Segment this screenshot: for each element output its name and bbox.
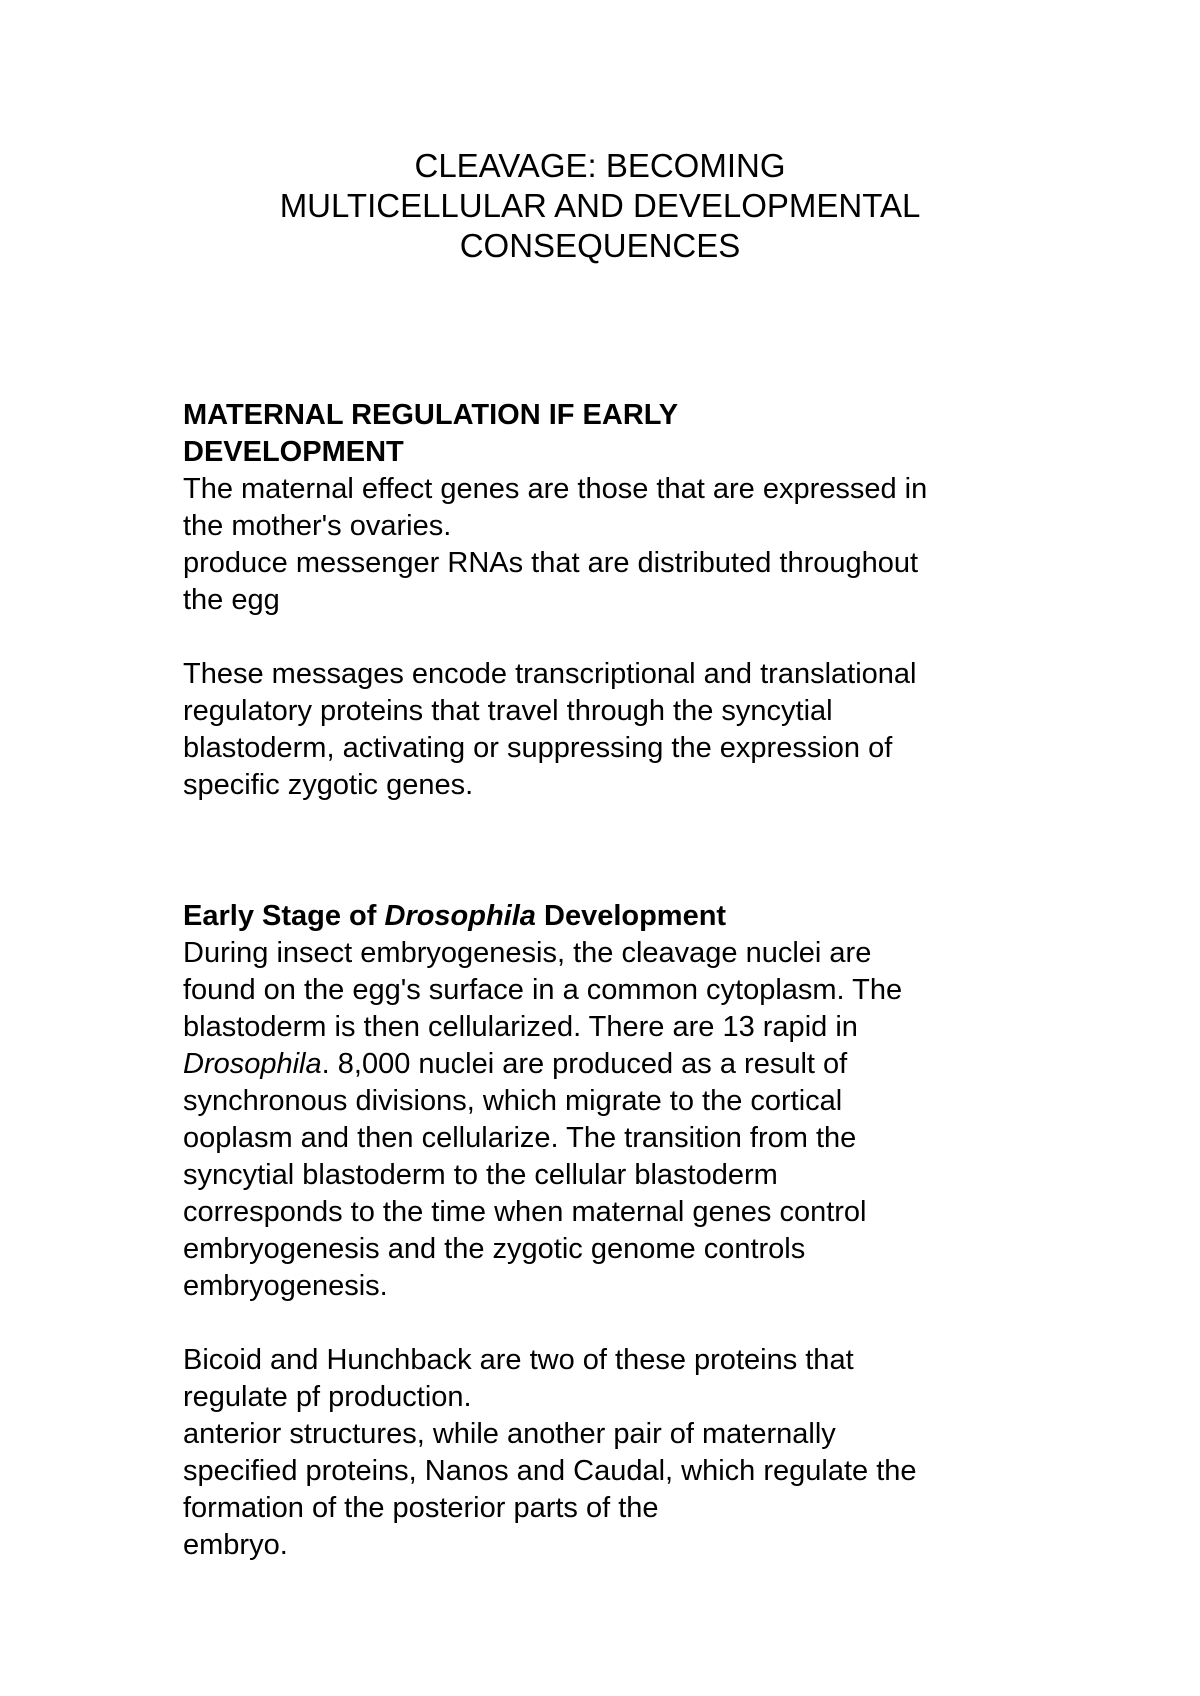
- body-line: These messages encode transcriptional and translational: [183, 658, 917, 690]
- section-maternal-regulation: [183, 397, 1043, 804]
- body-line: formation of the posterior parts of the: [183, 1492, 659, 1524]
- body-line: During insect embryogenesis, the cleavage nuclei are: [183, 937, 872, 969]
- heading-italic-term: Drosophila: [384, 900, 536, 932]
- body-line: regulate pf production.: [183, 1381, 472, 1413]
- body-line: specified proteins, Nanos and Caudal, which regulate the: [183, 1455, 917, 1487]
- body-line: corresponds to the time when maternal genes control: [183, 1196, 867, 1228]
- title-line-1: CLEAVAGE: BECOMING: [414, 147, 786, 184]
- section-heading-line-1: MATERNAL REGULATION IF EARLY: [183, 399, 679, 431]
- document-body: [183, 397, 1043, 1564]
- heading-suffix: Development: [535, 900, 727, 932]
- section-drosophila-development: [183, 898, 1043, 1564]
- body-line: found on the egg's surface in a common cytoplasm. The: [183, 974, 903, 1006]
- title-line-3: CONSEQUENCES: [459, 227, 741, 264]
- body-line: [183, 1046, 1043, 1083]
- paragraph-gap: [183, 619, 1043, 656]
- body-line: anterior structures, while another pair of maternally: [183, 1418, 836, 1450]
- body-line: blastoderm is then cellularized. There are 13 rapid in: [183, 1011, 858, 1043]
- document-title: [0, 146, 1200, 266]
- body-text: . 8,000 nuclei are produced as a result of: [321, 1048, 848, 1080]
- heading-prefix: Early Stage of: [183, 900, 385, 932]
- body-line: embryo.: [183, 1529, 288, 1561]
- section-gap: [183, 878, 1043, 898]
- body-line: the mother's ovaries.: [183, 510, 452, 542]
- body-line: The maternal effect genes are those that are expressed in: [183, 473, 928, 505]
- body-line: ooplasm and then cellularize. The transition from the: [183, 1122, 857, 1154]
- paragraph-gap: [183, 1305, 1043, 1342]
- body-line: embryogenesis and the zygotic genome controls: [183, 1233, 806, 1265]
- body-line: regulatory proteins that travel through the syncytial: [183, 695, 833, 727]
- body-line: blastoderm, activating or suppressing the expression of: [183, 732, 893, 764]
- title-line-2: MULTICELLULAR AND DEVELOPMENTAL: [279, 187, 921, 224]
- body-line: produce messenger RNAs that are distributed throughout: [183, 547, 919, 579]
- body-line: Bicoid and Hunchback are two of these proteins that: [183, 1344, 854, 1376]
- body-line: syncytial blastoderm to the cellular blastoderm: [183, 1159, 778, 1191]
- body-line: synchronous divisions, which migrate to the cortical: [183, 1085, 843, 1117]
- section-gap: [183, 804, 1043, 878]
- section-heading: [183, 898, 1043, 935]
- body-line: specific zygotic genes.: [183, 769, 474, 801]
- body-line: the egg: [183, 584, 280, 616]
- italic-term: Drosophila: [183, 1048, 322, 1080]
- section-heading-line-2: DEVELOPMENT: [183, 436, 404, 468]
- body-line: embryogenesis.: [183, 1270, 388, 1302]
